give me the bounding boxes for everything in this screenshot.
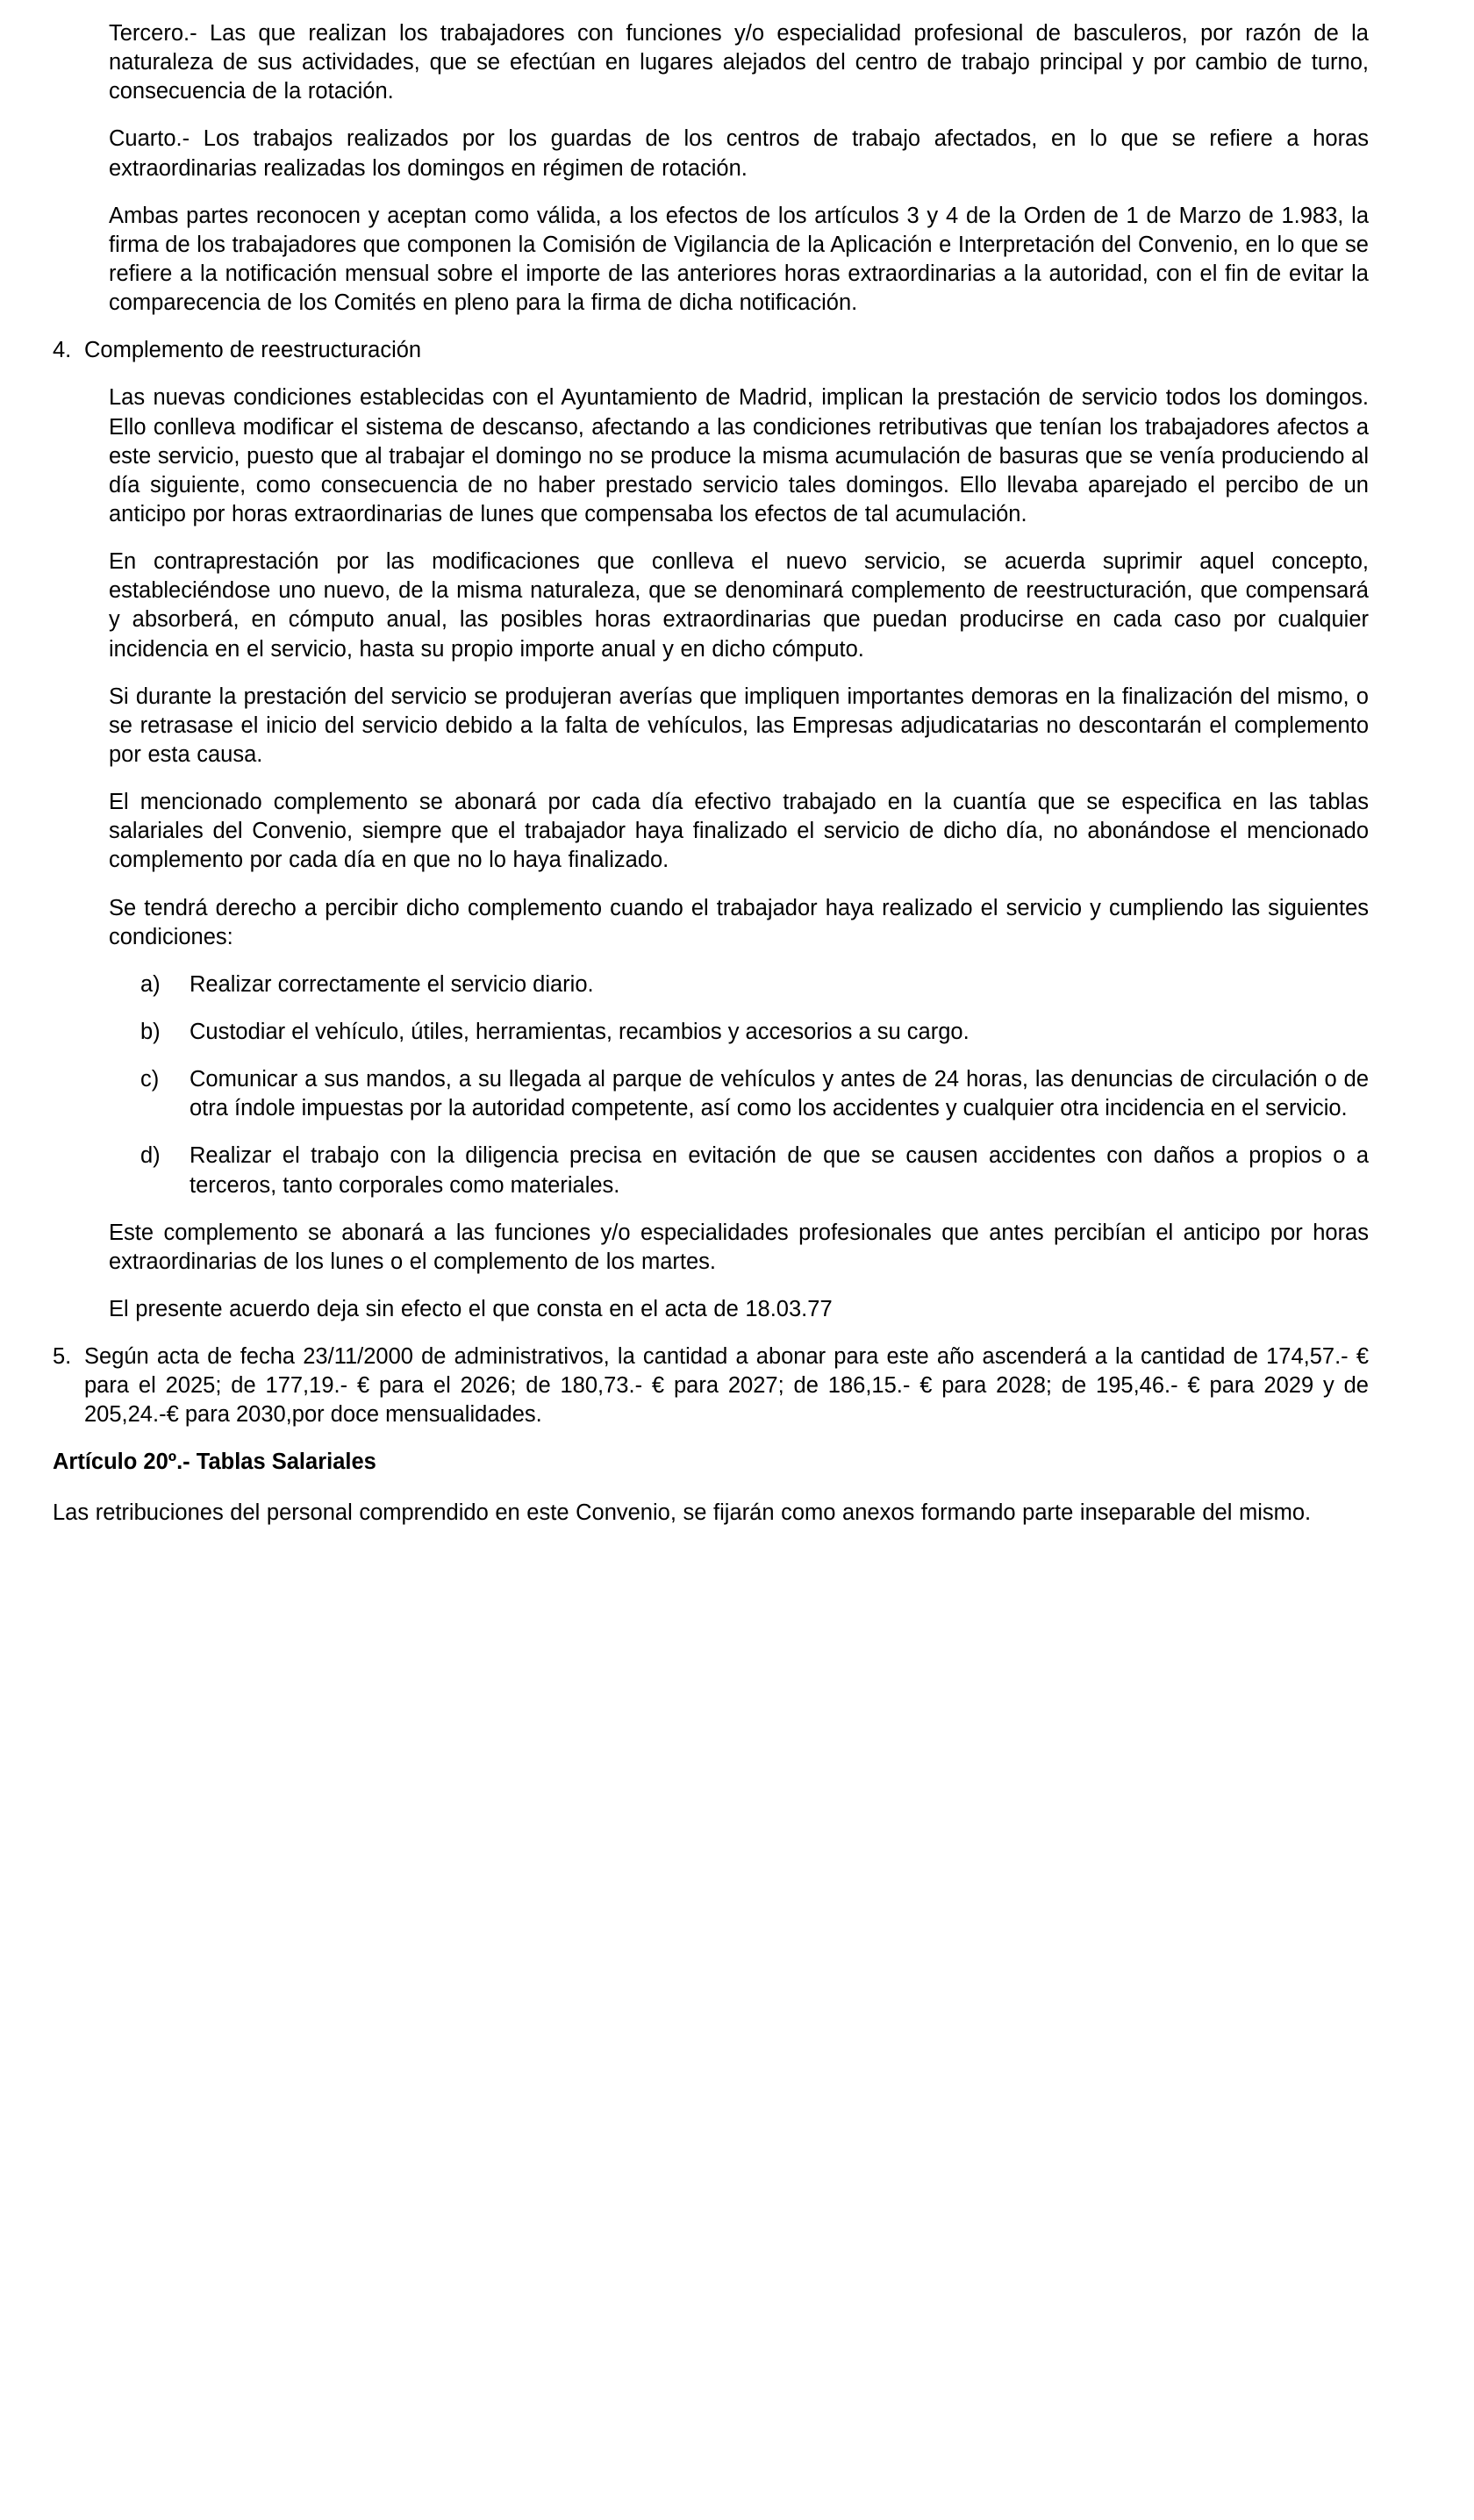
paragraph-tercero: Tercero.- Las que realizan los trabajadores con funciones y/o especialidad profesional de basculeros, por razón de la naturaleza de sus actividades, que se efectúan en lugares alejados del centro de trabajo principal y por cambio de turno, consecuencia de la rotación. <box>109 21 1369 104</box>
paragraph-item4-p4: El mencionado complemento se abonará por cada día efectivo trabajado en la cuantía que se especifica en las tablas salariales del Convenio, siempre que el trabajador haya finalizado el servicio de dicho día, no abonándose el mencionado complemento por cada día en que no lo haya finalizado. <box>109 790 1369 873</box>
list-item-b-text: Custodiar el vehículo, útiles, herramientas, recambios y accesorios a su cargo. <box>190 1019 970 1044</box>
list-item-d-marker: d) <box>140 1143 161 1169</box>
list-item-d <box>140 1142 1369 1199</box>
list-item-d-text: Realizar el trabajo con la diligencia precisa en evitación de que se causen accidentes con daños a propios o a terceros, tanto corporales como materiales. <box>190 1143 1369 1198</box>
list-item-b-marker: b) <box>140 1019 161 1044</box>
article-20-body: Las retribuciones del personal comprendido en este Convenio, se fijarán como anexos formando parte inseparable del mismo. <box>53 1500 1312 1525</box>
list-item-5-text: Según acta de fecha 23/11/2000 de administrativos, la cantidad a abonar para este año ascenderá a la cantidad de 174,57.- € para el 2025; de 177,19.- € para el 2026; de 180,73.- € para 2027; de 186,15.- € para 2028; de 195,46.- € para 2029 y de 205,24.-€ para 2030,por doce mensualidades. <box>84 1344 1369 1428</box>
list-item-b <box>140 1018 1369 1047</box>
list-item-a-text: Realizar correctamente el servicio diario. <box>190 971 594 997</box>
list-item-c-text: Comunicar a sus mandos, a su llegada al parque de vehículos y antes de 24 horas, las denuncias de circulación o de otra índole impuestas por la autoridad competente, así como los accidentes y cualquier otra incidencia en el servicio. <box>190 1067 1369 1121</box>
paragraph-item4-p3: Si durante la prestación del servicio se produjeran averías que impliquen importantes demoras en la finalización del mismo, o se retrasase el inicio del servicio debido a la falta de vehículos, las Empresas adjudicatarias no descontarán el complemento por esta causa. <box>109 684 1369 767</box>
paragraph-item4-p6: Este complemento se abonará a las funciones y/o especialidades profesionales que antes percibían el anticipo por horas extraordinarias de los lunes o el complemento de los martes. <box>109 1220 1369 1274</box>
list-item-4-number: 4. <box>53 338 72 363</box>
paragraph-ambas-partes: Ambas partes reconocen y aceptan como válida, a los efectos de los artículos 3 y 4 de la Orden de 1 de Marzo de 1.983, la firma de los trabajadores que componen la Comisión de Vigilancia de la Aplicación e Interpretación del Convenio, en lo que se refiere a la notificación mensual sobre el importe de las anteriores horas extraordinarias a la autoridad, con el fin de evitar la comparecencia de los Comités en pleno para la firma de dicha notificación. <box>109 203 1369 316</box>
article-20-heading: Artículo 20º.- Tablas Salariales <box>53 1450 376 1475</box>
list-item-a-marker: a) <box>140 971 161 997</box>
list-item-c <box>140 1065 1369 1123</box>
list-item-5 <box>53 1342 1369 1429</box>
paragraph-cuarto: Cuarto.- Los trabajos realizados por los guardas de los centros de trabajo afectados, en lo que se refiere a horas extraordinarias realizadas los domingos en régimen de rotación. <box>109 126 1369 181</box>
list-item-5-number: 5. <box>53 1344 72 1370</box>
paragraph-item4-p5: Se tendrá derecho a percibir dicho complemento cuando el trabajador haya realizado el servicio y cumpliendo las siguientes condiciones: <box>109 895 1369 949</box>
paragraph-item4-p7: El presente acuerdo deja sin efecto el que consta en el acta de 18.03.77 <box>109 1296 833 1321</box>
paragraph-item4-p2: En contraprestación por las modificaciones que conlleva el nuevo servicio, se acuerda suprimir aquel concepto, estableciéndose uno nuevo, de la misma naturaleza, que se denominará complemento de reestructuración, que compensará y absorberá, en cómputo anual, las posibles horas extraordinarias que puedan producirse en cada caso por cualquier incidencia en el servicio, hasta su propio importe anual y en dicho cómputo. <box>109 549 1369 662</box>
list-item-4 <box>53 336 1369 365</box>
paragraph-item4-p1: Las nuevas condiciones establecidas con el Ayuntamiento de Madrid, implican la prestación de servicio todos los domingos. Ello conlleva modificar el sistema de descanso, afectando a las condiciones retributivas que tenían los trabajadores afectos a este servicio, puesto que al trabajar el domingo no se produce la misma acumulación de basuras que se venía produciendo al día siguiente, como consecuencia de no haber prestado servicio tales domingos. Ello llevaba aparejado el percibo de un anticipo por horas extraordinarias de lunes que compensaba los efectos de tal acumulación. <box>109 385 1369 526</box>
list-item-4-title: Complemento de reestructuración <box>84 338 422 363</box>
list-item-a <box>140 970 1369 999</box>
list-item-c-marker: c) <box>140 1067 160 1092</box>
